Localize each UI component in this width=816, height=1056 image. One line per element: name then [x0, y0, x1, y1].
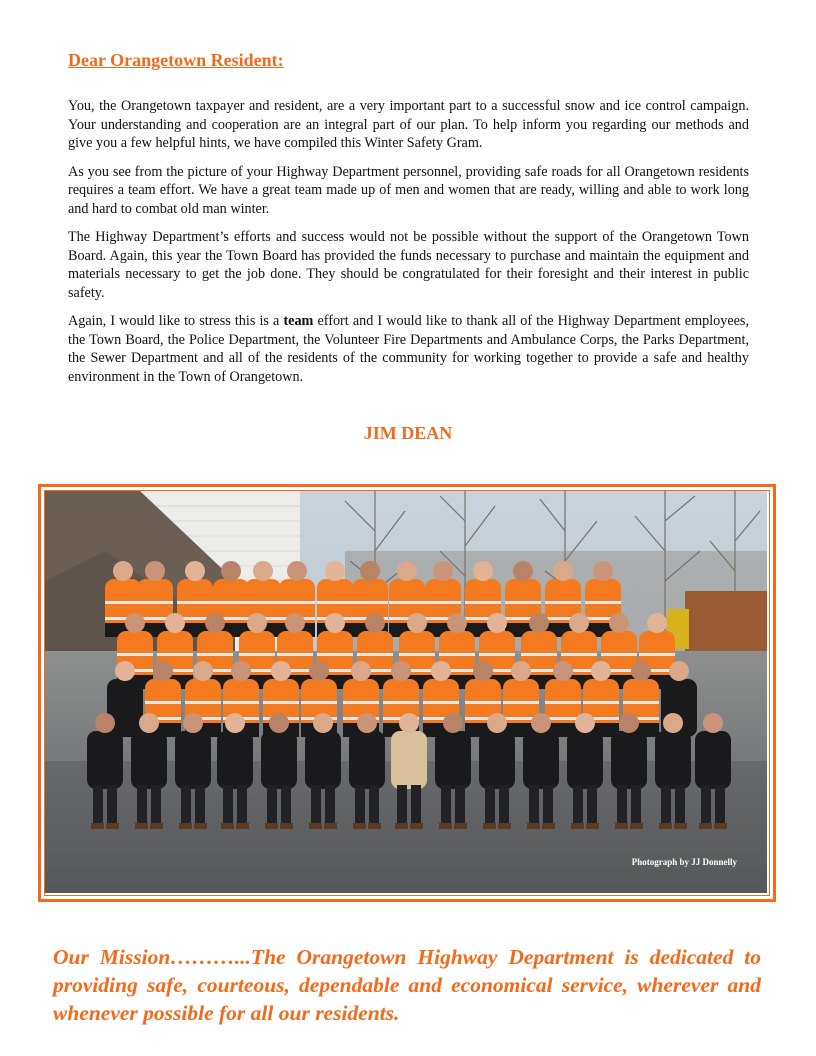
paragraph-4-text-start: Again, I would like to stress this is a — [68, 313, 284, 329]
letter-paragraph-1: You, the Orangetown taxpayer and resident, are a very important part to a successful snow and ice control campaign. Your understanding and cooperation are an integral part of our plan. To help inform you regarding our methods and give you a few helpful hints, we have compiled this Winter Safety Gram. — [68, 98, 749, 151]
signature: JIM DEAN — [363, 423, 453, 443]
paragraph-4-text-end: effort and I would like to thank all of the Highway Department employees, the Town Board, the Police Department, the Volunteer Fire Departments and Ambulance Corps, the Parks Department, the Sewer Department and all of the residents of the community for working together to provide a safe and healthy environment in the Town of Orangetown. — [68, 313, 749, 385]
greeting-heading: Dear Orangetown Resident: — [68, 50, 284, 70]
letter-paragraph-4 — [68, 312, 749, 386]
letter-paragraph-2: As you see from the picture of your Highway Department personnel, providing safe roads for all Orangetown residents requires a team effort. We have a great team made up of men and women that are ready, willing and able to work long and hard to combat old man winter. — [68, 163, 749, 217]
letter-paragraph-3: The Highway Department’s efforts and success would not be possible without the support of the Orangetown Town Board. Again, this year the Town Board has provided the funds necessary to purchase and maintain the equipment and materials necessary to get the job done. They should be congratulated for their foresight and their interest in public safety. — [68, 229, 749, 301]
photo-credit: Photograph by JJ Donnelly — [631, 857, 737, 867]
emphasis-team: team — [283, 313, 314, 329]
photo-frame — [38, 484, 776, 902]
letter-body — [68, 97, 749, 396]
mission-statement: Our Mission………...The Orangetown Highway Department is dedicated to providing safe, courteous, dependable and economical service, wherever and whenever possible for all our residents. — [53, 945, 761, 1025]
group-photo-illustration — [45, 491, 767, 893]
group-photo — [45, 491, 767, 893]
